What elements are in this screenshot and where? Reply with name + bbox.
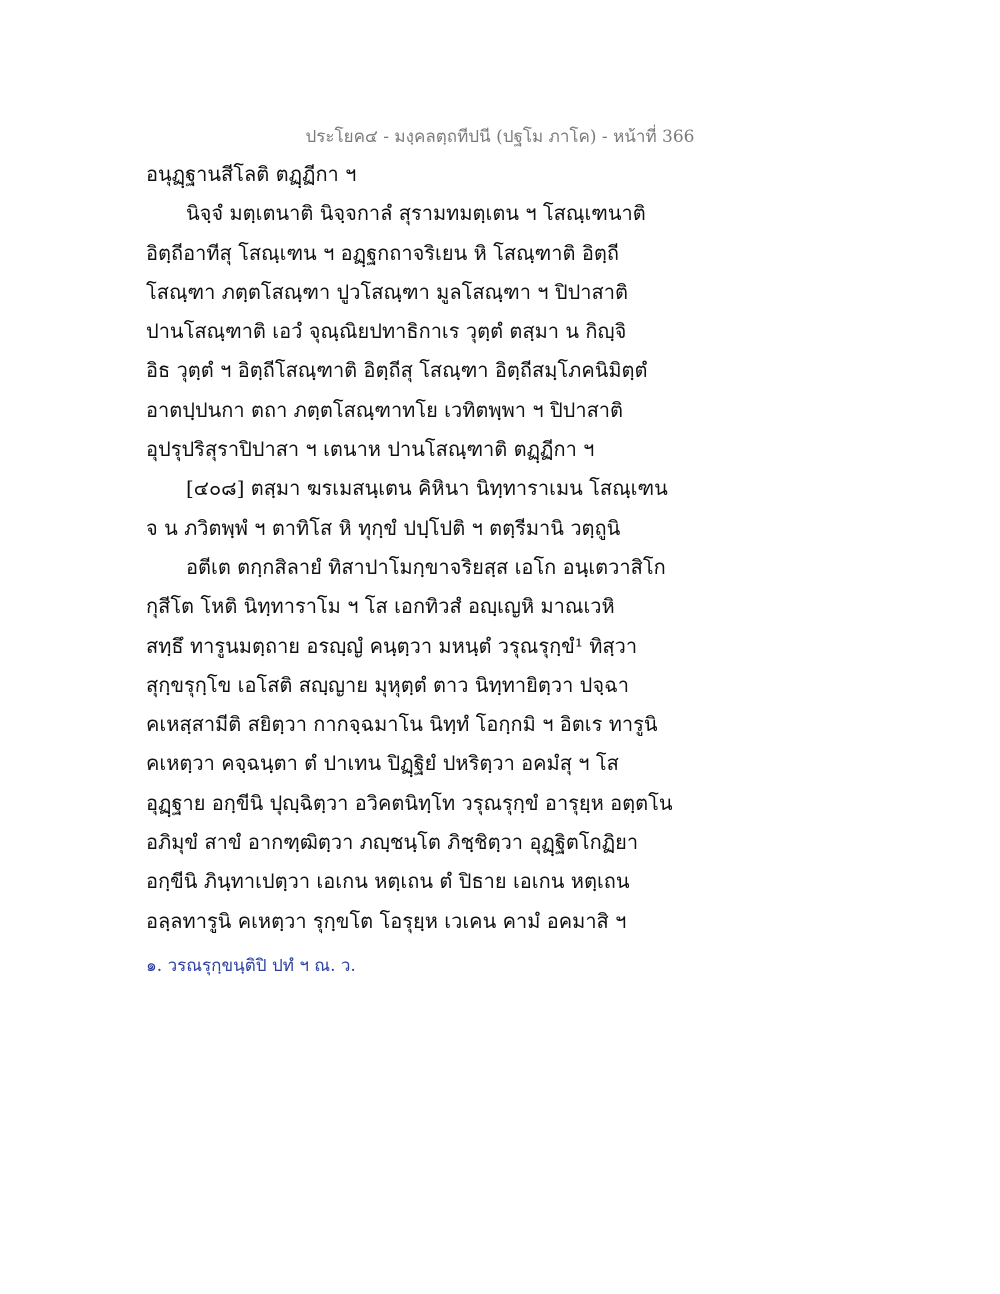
text-line: คเหตฺวา คจฺฉนฺตา ตํ ปาเทน ปิฏฺฐิยํ ปหริตฺวา อคมํสุ ฯ โส (146, 751, 619, 776)
text-line: อนุฏฺฐานสีโลติ ตฏฺฏีกา ฯ (146, 162, 357, 186)
footnote: ๑. วรณรุกฺขนฺติปิ ปทํ ฯ ณ. ว. (146, 956, 356, 976)
page-header: ประโยค๔ - มงฺคลตฺถทีปนี (ปฐโม ภาโค) - หน้าที่ 366 (305, 127, 695, 147)
body-text (146, 155, 686, 941)
text-line: สทฺธึ ทารูนมตฺถาย อรญฺญํ คนฺตฺวา มหนฺตํ วรุณรุกฺขํ¹ ทิสฺวา (146, 633, 638, 658)
text-line: อุฏฺฐาย อกฺขีนิ ปุญฺฉิตฺวา อวิคตนิทฺโท วรุณรุกฺขํ อารุยฺห อตฺตโน (146, 790, 673, 815)
text-line: อิตฺถีอาทีสุ โสณฺเฑน ฯ อฏฺฐกถาจริเยน หิ โสณฺฑาติ อิตฺถี (146, 240, 619, 265)
text-line: จ น ภวิตพฺพํ ฯ ตาทิโส หิ ทุกฺขํ ปปฺโปติ ฯ ตตฺรีมานิ วตฺถูนิ (146, 515, 621, 540)
text-line: อิธ วุตฺตํ ฯ อิตฺถีโสณฺฑาติ อิตฺถีสุ โสณฺฑา อิตฺถีสมฺโภคนิมิตฺตํ (146, 358, 648, 383)
text-line: อตีเต ตกฺกสิลายํ ทิสาปาโมกฺขาจริยสฺส เอโก อนฺเตวาสิโก (186, 554, 666, 579)
text-line: อลฺลทารูนิ คเหตฺวา รุกฺขโต โอรุยฺห เวเคน คามํ อคมาสิ ฯ (146, 908, 627, 933)
text-line: กุสีโต โหติ นิทฺทาราโม ฯ โส เอกทิวสํ อญฺเญหิ มาณเวหิ (146, 594, 615, 619)
text-line: คเหสฺสามีติ สยิตฺวา กากจฺฉมาโน นิทฺทํ โอกฺกมิ ฯ อิตเร ทารูนิ (146, 712, 658, 737)
text-line: อาตปฺปนกา ตถา ภตฺตโสณฺฑาทโย เวทิตพฺพา ฯ ปิปาสาติ (146, 397, 624, 422)
text-line: สุกฺขรุกฺโข เอโสติ สญฺญาย มุหุตฺตํ ตาว นิทฺทายิตฺวา ปจฺฉา (146, 672, 629, 697)
text-line: [๔๐๘] ตสฺมา ฆรเมสนฺเตน คิหินา นิทฺทาราเมน โสณฺเฑน (186, 476, 668, 501)
text-line: อภิมุขํ สาขํ อากฑฺฒิตฺวา ภญฺชนฺโต ภิชฺชิตฺวา อุฏฺฐิตโกฏิยา (146, 830, 639, 855)
text-line: นิจฺจํ มตฺเตนาติ นิจฺจกาลํ สุรามทมตฺเตน ฯ โสณฺเฑนาติ (186, 201, 646, 226)
text-line: อุปรุปริสุราปิปาสา ฯ เตนาห ปานโสณฺฑาติ ตฏฺฏีกา ฯ (146, 437, 595, 462)
text-line: ปานโสณฺฑาติ เอวํ จุณฺณิยปทาธิกาเร วุตฺตํ ตสฺมา น กิญฺจิ (146, 319, 627, 344)
text-line: โสณฺฑา ภตฺตโสณฺฑา ปูวโสณฺฑา มูลโสณฺฑา ฯ ปิปาสาติ (146, 279, 628, 304)
text-line: อกฺขีนิ ภินฺทาเปตฺวา เอเกน หตฺเถน ตํ ปิธาย เอเกน หตฺเถน (146, 869, 630, 894)
